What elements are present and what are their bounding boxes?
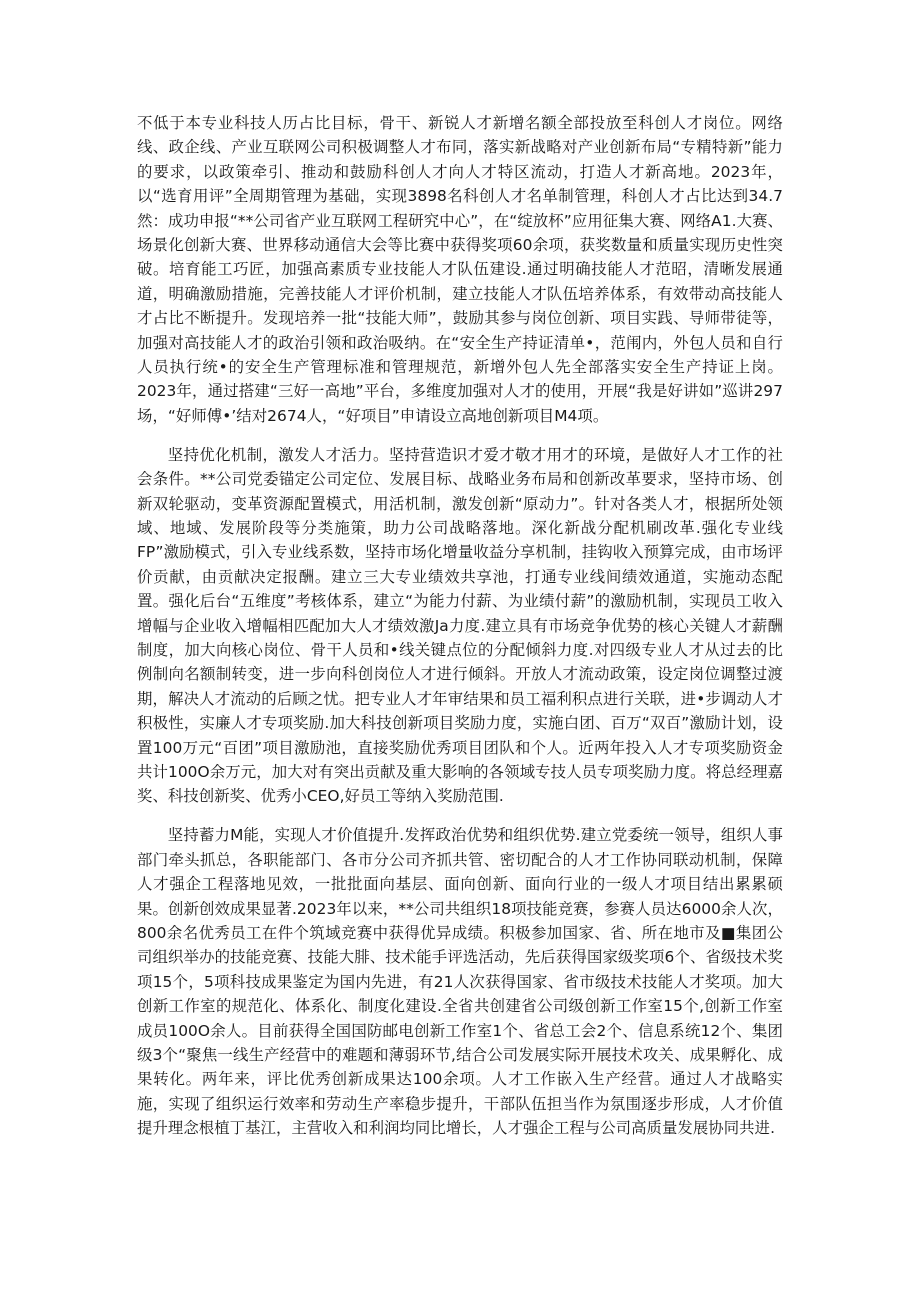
- paragraph-optimize-mechanism: 坚持优化机制，激发人才活力。坚持营造识才爱才敬才用才的环境，是做好人才工作的社会条件。**公司党委锚定公司定位、发展目标、战略业务布局和创新改革要求，坚持市场、创新双轮驱动，变革资源配置模式，用活机制，激发创新“原动力”。针对各类人才，根据所处领域、地域、发展阶段等分类施策，助力公司战略落地。深化新战分配机刷改革.强化专业线FP”激励模式，引入专业线系数，坚持市场化增量收益分享机制，挂钩收入预算完成，由市场评价贡献，由贡献决定报酬。建立三大专业绩效共享池，打通专业线间绩效通道，实施动态配置。强化后台“五维度”考核体系，建立“为能力付薪、为业绩付薪”的激励机制，实现员工收入增幅与企业收入增幅相匹配加大人才绩效激Ja力度.建立具有市场竞争优势的核心关键人才薪酬制度，加大向核心岗位、骨干人员和•线关键点位的分配倾斜力度.对四级专业人才从过去的比例制向名额制转变，进一步向科创岗位人才进行倾斜。开放人才流动政策，设定岗位调整过渡期，解决人才流动的后顾之忧。把专业人才年审结果和员工福利积点进行关联，进•步调动人才积极性，实廉人才专项奖励.加大科技创新项目奖励力度，实施白团、百万“双百”激励计划，设置100万元“百团”项目激励池，直接奖励优秀项目团队和个人。近两年投入人才专项奖励资金共计100O余万元，加大对有突出贡献及重大影响的各领域专技人员专项奖励力度。将总经理嘉奖、科技创新奖、优秀小CEO,好员工等纳入奖励范围.: [137, 445, 783, 806]
- paragraph-talent-value: 坚持蓄力M能，实现人才价值提升.发挥政治优势和组织优势.建立党委统一领导，组织人事部门牵头抓总，各职能部门、各市分公司齐抓共管、密切配合的人才工作协同联动机制，保障人才强企工程落地见效，一批批面向基层、面向创新、面向行业的一级人才项目结出累累硕果。创新创效成果显著.2023年以来，**公司共组织18项技能竞赛，参赛人员达6000余人次，800余名优秀员工在件个筑域竞赛中获得优异成绩。积极参加国家、省、所在地市及■集团公司组织举办的技能竞赛、技能大腓、技术能手评选活动，先后获得国家级奖项6个、省级技术奖项15个，5项科技成果鉴定为国内先进，有21人次获得国家、省市级技术技能人才奖项。加大创新工作室的规范化、体系化、制度化建设.全省共创建省公司级创新工作室15个,创新工作室成员100O余人。目前获得全国国防邮电创新工作室1个、省总工会2个、信息系统12个、集团级3个“聚焦一线生产经营中的难题和薄弱环节,结合公司发展实际开展技术攻关、成果孵化、成果转化。两年来，评比优秀创新成果达100余项。人才工作嵌入生产经营。通过人才战略实施，实现了组织运行效率和劳动生产率稳步提升，干部队伍担当作为氛围逐步形成，人才价值提升理念根植丁基江，主营收入和利润均同比增长，人才强企工程与公司高质量发展协同共进.: [137, 826, 783, 1138]
- document-page: [137, 111, 783, 1141]
- paragraph-talent-structure: 不低于本专业科技人历占比目标，骨干、新锐人才新增名额全部投放至科创人才岗位。网络线、政企线、产业互联网公司积极调整人才布同，落实新战略对产业创新布局“专精特新”能力的要求，以政策牵引、推动和鼓励科创人才向人才特区流动，打造人才新高地。2023年，以“选育用评”全周期管理为基础，实现3898名科创人才名单制管理，科创人才占比达到34.7然：成功申报“**公司省产业互联网工程研究中心”，在“绽放杯”应用征集大赛、网络A1.大赛、场景化创新大赛、世界移动通信大会等比赛中获得奖项60余项，获奖数量和质量实现历史性突破。培育能工巧匠，加强高素质专业技能人才队伍建设.通过明确技能人才范昭，清晰发展通道，明确激励措施，完善技能人才评价机制，建立技能人才队伍培养体系，有效带动高技能人才占比不断提升。发现培养一批“技能大师”，鼓励其参与岗位创新、项目实践、导师带徒等，加强对高技能人才的政治引领和政治吸纳。在“安全生产持证清单•，范闱内，外包人员和自行人员执行统•的安全生产管理标准和管理规范，新增外包人先全部落实安全生产持证上岗。2023年，通过搭建“三好一高地”平台，多维度加强对人才的使用，开展“我是好讲如”巡讲297场，“好师傅•’结对2674人，“好项目”申请设立高地创新项目M4项。: [137, 114, 783, 425]
